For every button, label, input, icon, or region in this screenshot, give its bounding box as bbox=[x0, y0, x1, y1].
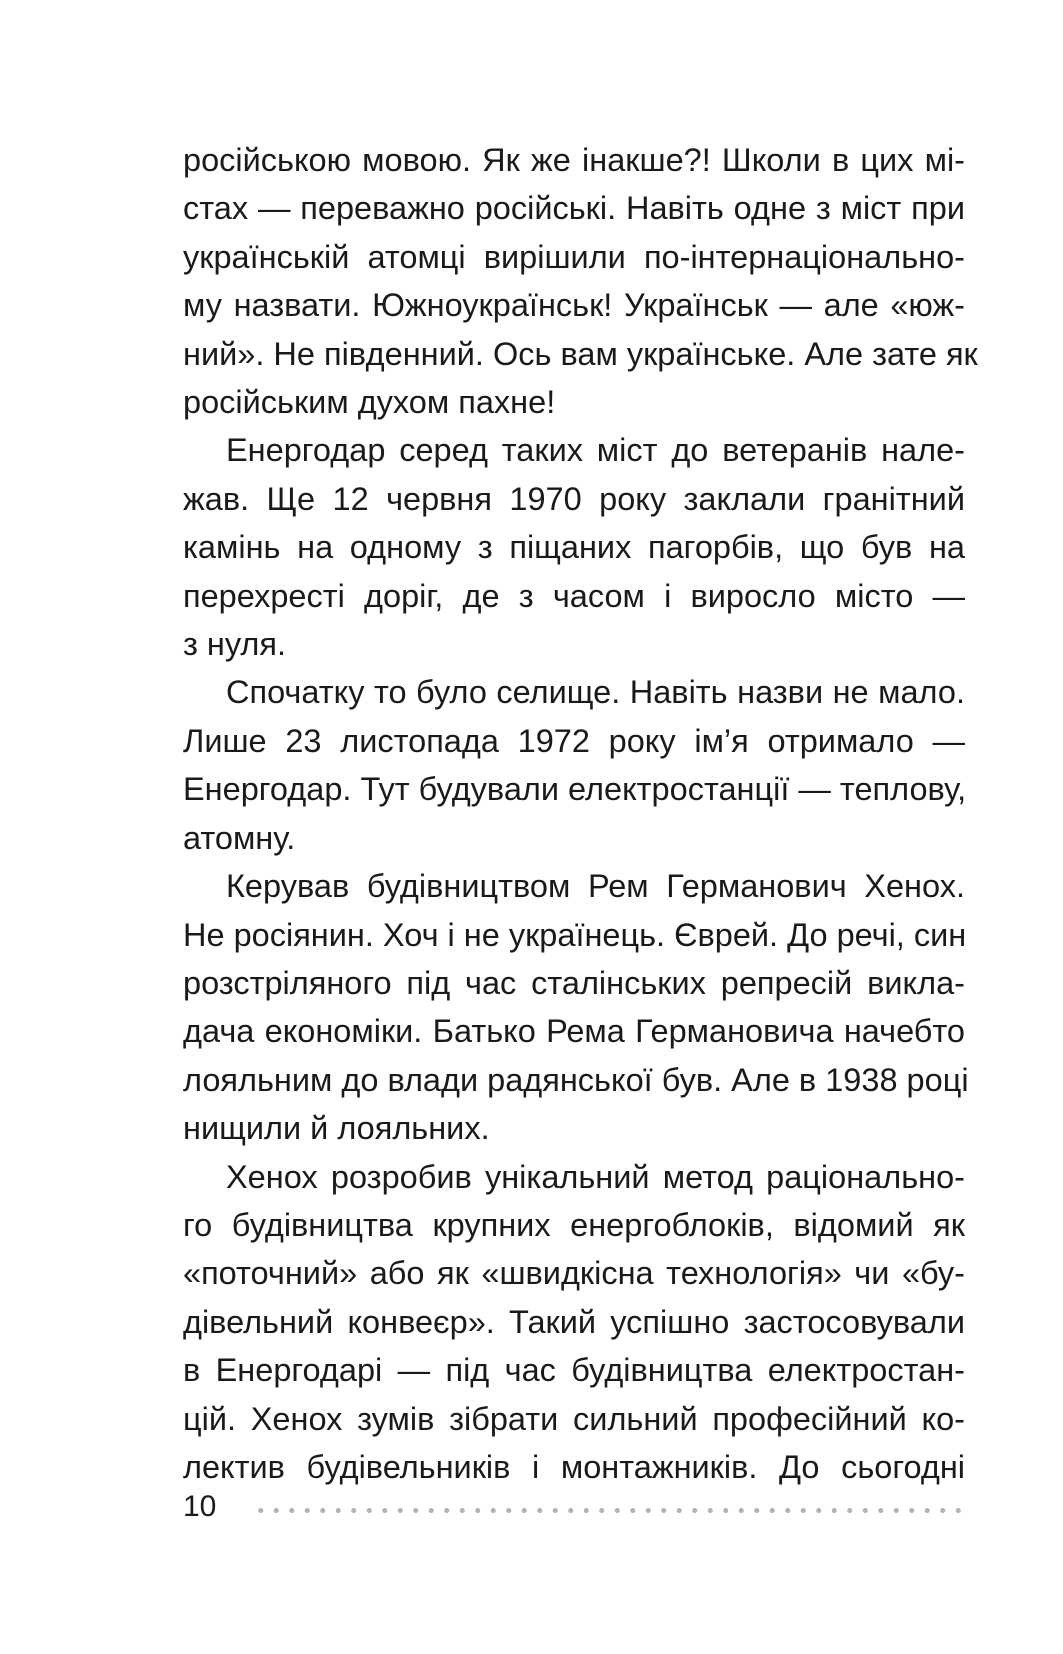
page-body bbox=[183, 136, 978, 1491]
text-line: українській атомці вирішили по-інтернаціонально- bbox=[183, 238, 965, 275]
text-line: цій. Хенох зумів зібрати сильний професійний ко- bbox=[183, 1400, 965, 1437]
text-line: стах — переважно російські. Навіть одне з міст при bbox=[183, 190, 965, 227]
text-line: атомну. bbox=[183, 819, 296, 856]
text-line: дача економіки. Батько Рема Германовича начебто bbox=[183, 1013, 965, 1050]
text-line: лектив будівельників і монтажників. До сьогодні bbox=[183, 1448, 965, 1485]
paragraph bbox=[183, 1153, 965, 1492]
text-line: Лише 23 листопада 1972 року ім’я отримало — bbox=[183, 722, 965, 759]
text-line: Керував будівництвом Рем Германович Хенох. bbox=[226, 868, 965, 905]
paragraph bbox=[183, 136, 978, 426]
paragraph bbox=[183, 668, 965, 862]
text-line: Не росіянин. Хоч і не українець. Єврей. До речі, син bbox=[183, 916, 967, 953]
paragraph bbox=[183, 426, 965, 668]
text-line: російським духом пахне! bbox=[183, 384, 556, 421]
text-line: російською мовою. Як же інакше?! Школи в цих мі- bbox=[183, 142, 965, 178]
text-line: Хенох розробив унікальний метод раціонально- bbox=[226, 1158, 965, 1195]
page-footer bbox=[183, 1487, 965, 1527]
paragraph bbox=[183, 862, 969, 1152]
text-line: Енергодар. Тут будували електростанції — теплову, bbox=[183, 771, 967, 808]
text-line: перехресті доріг, де з часом і виросло місто — bbox=[183, 577, 965, 614]
text-line: лояльним до влади радянської був. Але в 1938 році bbox=[183, 1061, 969, 1098]
text-line: ний». Не південний. Ось вам українське. Але зате як bbox=[183, 335, 978, 372]
text-line: жав. Ще 12 червня 1970 року заклали гранітний bbox=[183, 480, 965, 517]
text-line: «поточний» або як «швидкісна технологія» чи «бу- bbox=[183, 1255, 965, 1292]
text-line: розстріляного під час сталінських репресій викла- bbox=[183, 964, 965, 1001]
page-number: 10 bbox=[183, 1490, 217, 1523]
dotted-rule bbox=[253, 1508, 965, 1513]
text-line: дівельний конвеєр». Такий успішно застосовували bbox=[183, 1303, 965, 1340]
text-line: го будівництва крупних енергоблоків, відомий як bbox=[183, 1206, 965, 1243]
text-line: в Енергодарі — під час будівництва електростан- bbox=[183, 1352, 965, 1389]
text-line: Енергодар серед таких міст до ветеранів нале- bbox=[226, 432, 965, 469]
text-line: нищили й лояльних. bbox=[183, 1110, 490, 1147]
text-line: му назвати. Южноукраїнськ! Українськ — але «юж- bbox=[183, 287, 965, 324]
text-line: Спочатку то було селище. Навіть назви не мало. bbox=[226, 674, 965, 711]
text-line: з нуля. bbox=[183, 626, 287, 663]
text-line: камінь на одному з піщаних пагорбів, що був на bbox=[183, 529, 965, 566]
